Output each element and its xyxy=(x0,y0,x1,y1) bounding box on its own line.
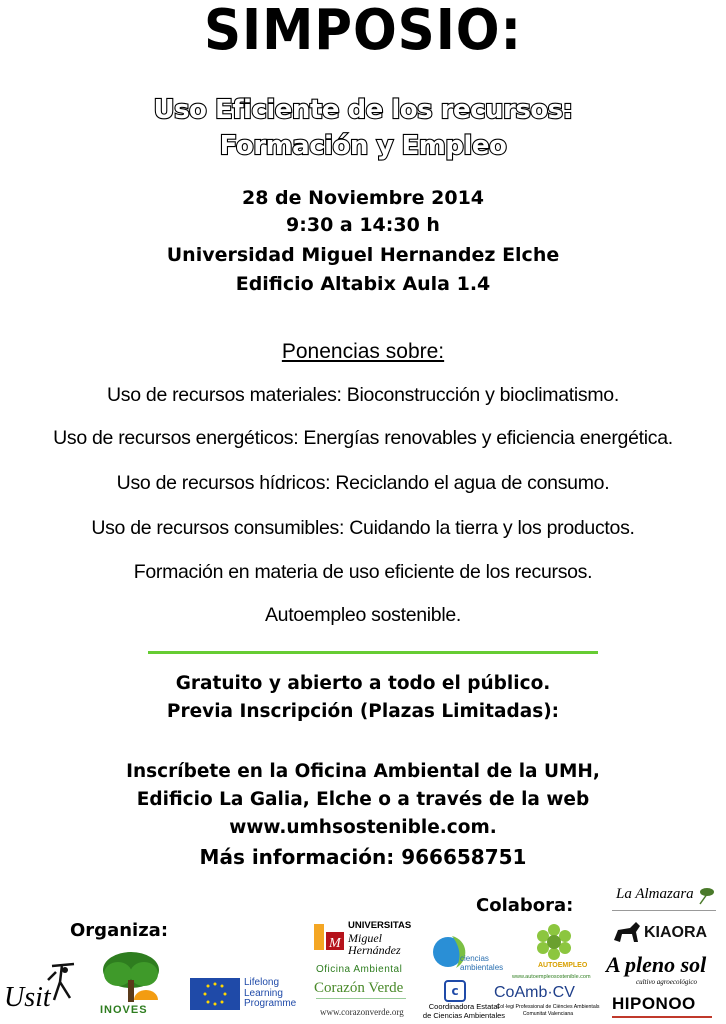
almazara-text: La Almazara xyxy=(616,886,694,902)
umh-office: Oficina Ambiental xyxy=(316,964,403,975)
coordinadora-line: de Ciencias Ambientales xyxy=(422,1011,506,1020)
coamb-text: CoAmb·CV xyxy=(494,984,575,1001)
coamb-sub-line: Col·legi Professional de Ciències Ambientals xyxy=(496,1004,600,1010)
kiaora-text: KIAORA xyxy=(644,924,708,941)
coamb-logo xyxy=(494,986,602,1020)
a-pleno-sol-logo xyxy=(606,952,722,990)
a-pleno-sol-subtext: cultivo agroecológico xyxy=(636,978,697,986)
corazon-verde-logo xyxy=(312,980,412,1020)
umh-logo xyxy=(310,918,414,978)
umh-line: UNIVERSITAS xyxy=(348,920,412,931)
umh-emblem-icon xyxy=(310,918,350,958)
lifelong-line: Programme xyxy=(244,998,297,1009)
event-building: Edificio Altabix Aula 1.4 xyxy=(235,273,491,295)
registration-text: Previa Inscripción (Plazas Limitadas): xyxy=(166,701,560,722)
olive-branch-icon xyxy=(696,884,718,906)
lifelong-text xyxy=(244,978,296,1010)
event-date: 28 de Noviembre 2014 xyxy=(241,187,485,209)
coamb-subtext xyxy=(494,1004,602,1017)
kiaora-logo xyxy=(610,920,720,950)
ponencia-item: Uso de recursos hídricos: Reciclando el agua de consumo. xyxy=(116,472,610,494)
lifelong-line: Lifelong xyxy=(244,977,280,988)
subtitle-line-1: Uso Eficiente de los recursos: xyxy=(153,95,573,125)
signup-line-2: Edificio La Galia, Elche o a través de la web xyxy=(136,789,590,810)
flower-icon xyxy=(534,922,574,962)
event-time: 9:30 a 14:30 h xyxy=(286,214,440,236)
signup-line-1: Inscríbete en la Oficina Ambiental de la UMH, xyxy=(126,761,600,782)
cc-ambientales-text: ciencias ambientales xyxy=(460,954,504,972)
ponencia-item: Uso de recursos consumibles: Cuidando la tierra y los productos. xyxy=(91,517,635,539)
umh-text xyxy=(348,920,411,956)
autoempleo-web: www.autoempleosostenible.com xyxy=(512,974,591,980)
free-entry-text: Gratuito y abierto a todo el público. xyxy=(175,673,551,694)
organiza-label: Organiza: xyxy=(70,920,169,941)
almazara-logo xyxy=(612,884,720,918)
inoves-text: INOVES xyxy=(100,1004,148,1016)
svg-text:M: M xyxy=(329,936,341,951)
event-venue: Universidad Miguel Hernandez Elche xyxy=(166,244,560,266)
ponencia-item: Autoempleo sostenible. xyxy=(264,604,462,626)
ponencia-item: Uso de recursos energéticos: Energías renovables y eficiencia energética. xyxy=(53,427,673,449)
lifelong-logo xyxy=(190,978,308,1010)
hiponoo-logo xyxy=(608,994,722,1022)
green-divider xyxy=(148,651,598,654)
ponencia-item: Uso de recursos materiales: Bioconstrucción y bioclimatismo. xyxy=(107,384,619,406)
usit-text: Usit xyxy=(4,982,51,1013)
horse-icon xyxy=(610,920,644,946)
autoempleo-logo xyxy=(510,920,600,982)
corazon-verde-web: www.corazonverde.org xyxy=(320,1007,404,1017)
subtitle-line-2: Formación y Empleo xyxy=(219,131,507,161)
divider xyxy=(612,910,716,911)
coordinadora-icon: c xyxy=(444,980,466,1002)
umh-line: Miguel xyxy=(348,931,382,945)
ponencias-heading: Ponencias sobre: xyxy=(281,340,445,363)
eu-flag-icon xyxy=(190,978,240,1010)
corazon-verde-name: Corazón Verde xyxy=(314,980,404,996)
autoempleo-text: AUTOEMPLEO xyxy=(538,962,588,969)
coamb-sub-line: Comunitat Valenciana xyxy=(522,1010,574,1017)
colabora-label: Colabora: xyxy=(476,895,574,916)
tree-icon xyxy=(98,950,164,1006)
umh-line: Hernández xyxy=(348,943,401,957)
inoves-logo xyxy=(98,950,164,1020)
coordinadora-line: Coordinadora Estatal xyxy=(428,1002,500,1011)
lifelong-line: Learning xyxy=(244,987,283,999)
usit-logo xyxy=(4,960,84,1020)
event-title: SIMPOSIO: xyxy=(203,0,523,63)
a-pleno-sol-text: A pleno sol xyxy=(606,952,707,977)
website-text[interactable]: www.umhsostenible.com. xyxy=(229,817,497,838)
ponencia-item: Formación en materia de uso eficiente de los recursos. xyxy=(133,561,593,583)
divider xyxy=(612,1016,712,1018)
ciencias-ambientales-logo xyxy=(432,930,512,978)
hiponoo-text: HIPONOO xyxy=(612,994,696,1013)
contact-phone: Más información: 966658751 xyxy=(199,845,527,869)
